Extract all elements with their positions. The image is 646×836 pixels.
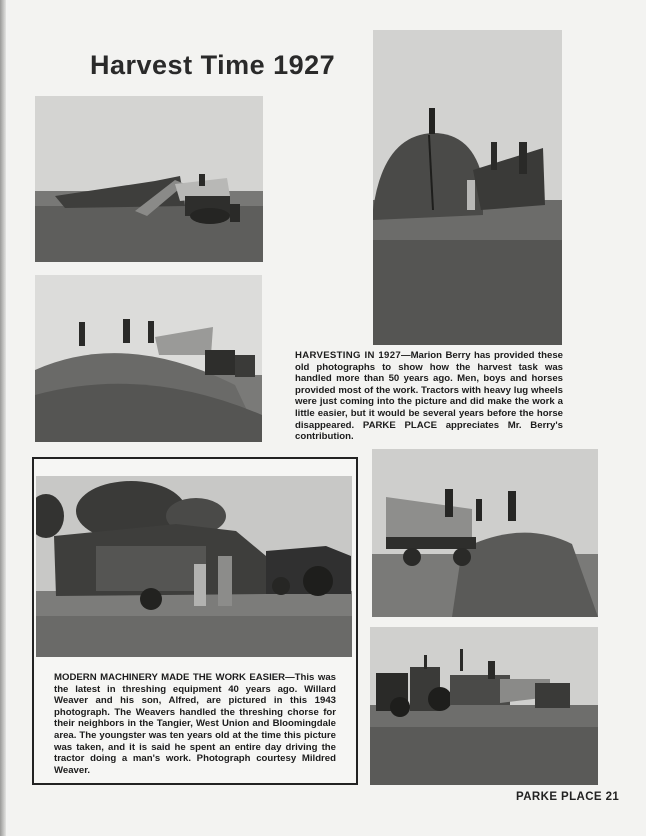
photo-modern-machinery — [36, 476, 352, 657]
page-title: Harvest Time 1927 — [90, 50, 336, 80]
photo-haystack-workers — [35, 275, 262, 442]
caption-modern — [54, 672, 336, 776]
caption-harvesting-lead: HARVESTING IN 1927 — [295, 350, 401, 361]
caption-modern-text: —This was the latest in threshing equipment 40 years ago. Willard Weaver and his son, Alfred, are pictured in this 1943 photograph. The Weavers handled the threshing chorse for their neighbors in the Tangier, West Union and Bloomingdale area. The youngster was ten years old at the time this picture was taken, and it is said he spent an entire day driving the tractor doing a man's work. Photograph courtesy Mildred Weaver. — [54, 672, 336, 776]
page-spine-shadow — [0, 0, 6, 836]
photo-hay-wagon — [372, 449, 598, 617]
photo-threshing-horses — [35, 96, 263, 262]
page-footer: PARKE PLACE 21 — [516, 791, 620, 803]
caption-harvesting — [295, 350, 563, 443]
caption-modern-lead: MODERN MACHINERY MADE THE WORK EASIER — [54, 672, 286, 683]
caption-harvesting-text: —Marion Berry has provided these old photographs to show how the harvest task was handled more than 50 years ago. Men, boys and horses provided most of the work. Tractors with heavy lug wheels were just coming into the picture and did make the work a little easier, but it would be several years before the horse disappeared. PARKE PLACE appreciates Mr. Berry's contribution. — [295, 350, 563, 443]
photo-tractor-thresher — [370, 627, 598, 785]
photo-tall-haystack — [373, 30, 562, 345]
